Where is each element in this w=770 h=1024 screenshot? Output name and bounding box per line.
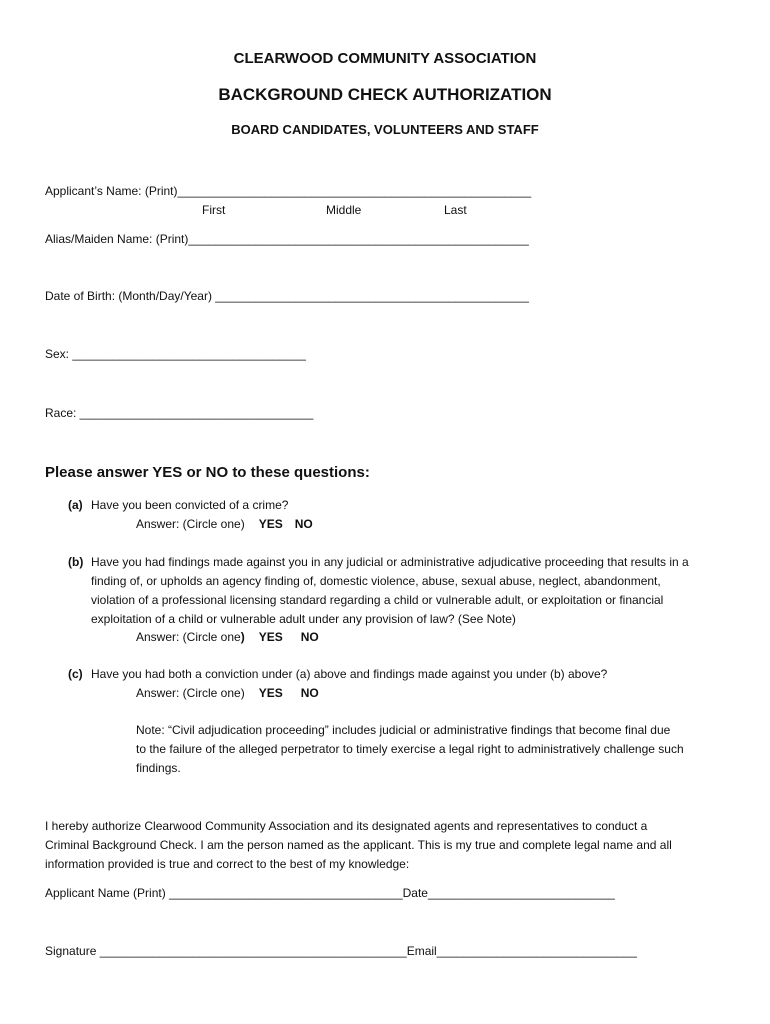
question-b-no-option[interactable]: NO [300,630,319,644]
form-subtitle: BOARD CANDIDATES, VOLUNTEERS AND STAFF [231,122,539,137]
name-middle-caption: Middle [326,203,362,217]
question-b-line: exploitation of a child or vulnerable adult under any provision of law? (See Note) [91,612,516,626]
question-b-line: violation of a professional licensing standard regarding a child or vulnerable adult, or exploitation or financial [91,593,664,607]
question-a-answer-row [136,517,313,531]
question-c-answer-row [136,686,319,700]
authorization-line: I hereby authorize Clearwood Community Association and its designated agents and representatives to conduct a [45,819,648,833]
applicant-name-field[interactable]: Applicant’s Name: (Print)_____________________________________________________ [45,184,532,198]
question-b-answer-row [136,630,319,644]
question-a-no-option[interactable]: NO [294,517,313,531]
authorization-line: information provided is true and correct to the best of my knowledge: [45,857,410,871]
form-title: BACKGROUND CHECK AUTHORIZATION [218,85,552,104]
question-a-yes-option[interactable]: YES [258,517,283,531]
question-c-letter: (c) [68,667,83,681]
note-paragraph [136,721,684,778]
applicant-name-date-field[interactable]: Applicant Name (Print) ___________________________________Date____________________________ [45,886,615,900]
question-b-yes-option[interactable]: YES [258,630,283,644]
question-a-letter: (a) [68,498,83,512]
question-b-line: Have you had findings made against you in any judicial or administrative adjudicative proceeding that results in a [91,555,689,569]
question-b-letter: (b) [68,555,84,569]
sex-field[interactable]: Sex: ___________________________________ [45,347,306,361]
organization-name: CLEARWOOD COMMUNITY ASSOCIATION [233,50,537,67]
answer-label-paren: ) [240,630,245,644]
question-c-text: Have you had both a conviction under (a) above and findings made against you under (b) above? [91,667,608,681]
authorization-line: Criminal Background Check. I am the person named as the applicant. This is my true and complete legal name and all [45,838,672,852]
questions-heading: Please answer YES or NO to these questions: [45,464,370,481]
note-line: findings. [136,761,181,775]
answer-label: Answer: (Circle one) [136,517,245,531]
answer-label: Answer: (Circle one [136,630,241,644]
alias-maiden-name-field[interactable]: Alias/Maiden Name: (Print)___________________________________________________ [45,232,529,246]
note-line: to the failure of the alleged perpetrator to timely exercise a legal right to administratively challenge such [136,742,684,756]
race-field[interactable]: Race: ___________________________________ [45,406,314,420]
question-b-text [91,553,689,629]
name-first-caption: First [202,203,226,217]
date-of-birth-field[interactable]: Date of Birth: (Month/Day/Year) _______________________________________________ [45,289,529,303]
signature-email-field[interactable]: Signature ______________________________________________Email______________________________ [45,944,637,958]
question-c-no-option[interactable]: NO [300,686,319,700]
question-b-line: finding of, or upholds an agency finding of, domestic violence, abuse, sexual abuse, neglect, abandonment, [91,574,661,588]
authorization-statement [45,817,672,874]
question-c-yes-option[interactable]: YES [258,686,283,700]
answer-label: Answer: (Circle one) [136,686,245,700]
note-line: Note: “Civil adjudication proceeding” includes judicial or administrative findings that become final due [136,723,671,737]
question-a-text: Have you been convicted of a crime? [91,498,289,512]
name-last-caption: Last [444,203,467,217]
